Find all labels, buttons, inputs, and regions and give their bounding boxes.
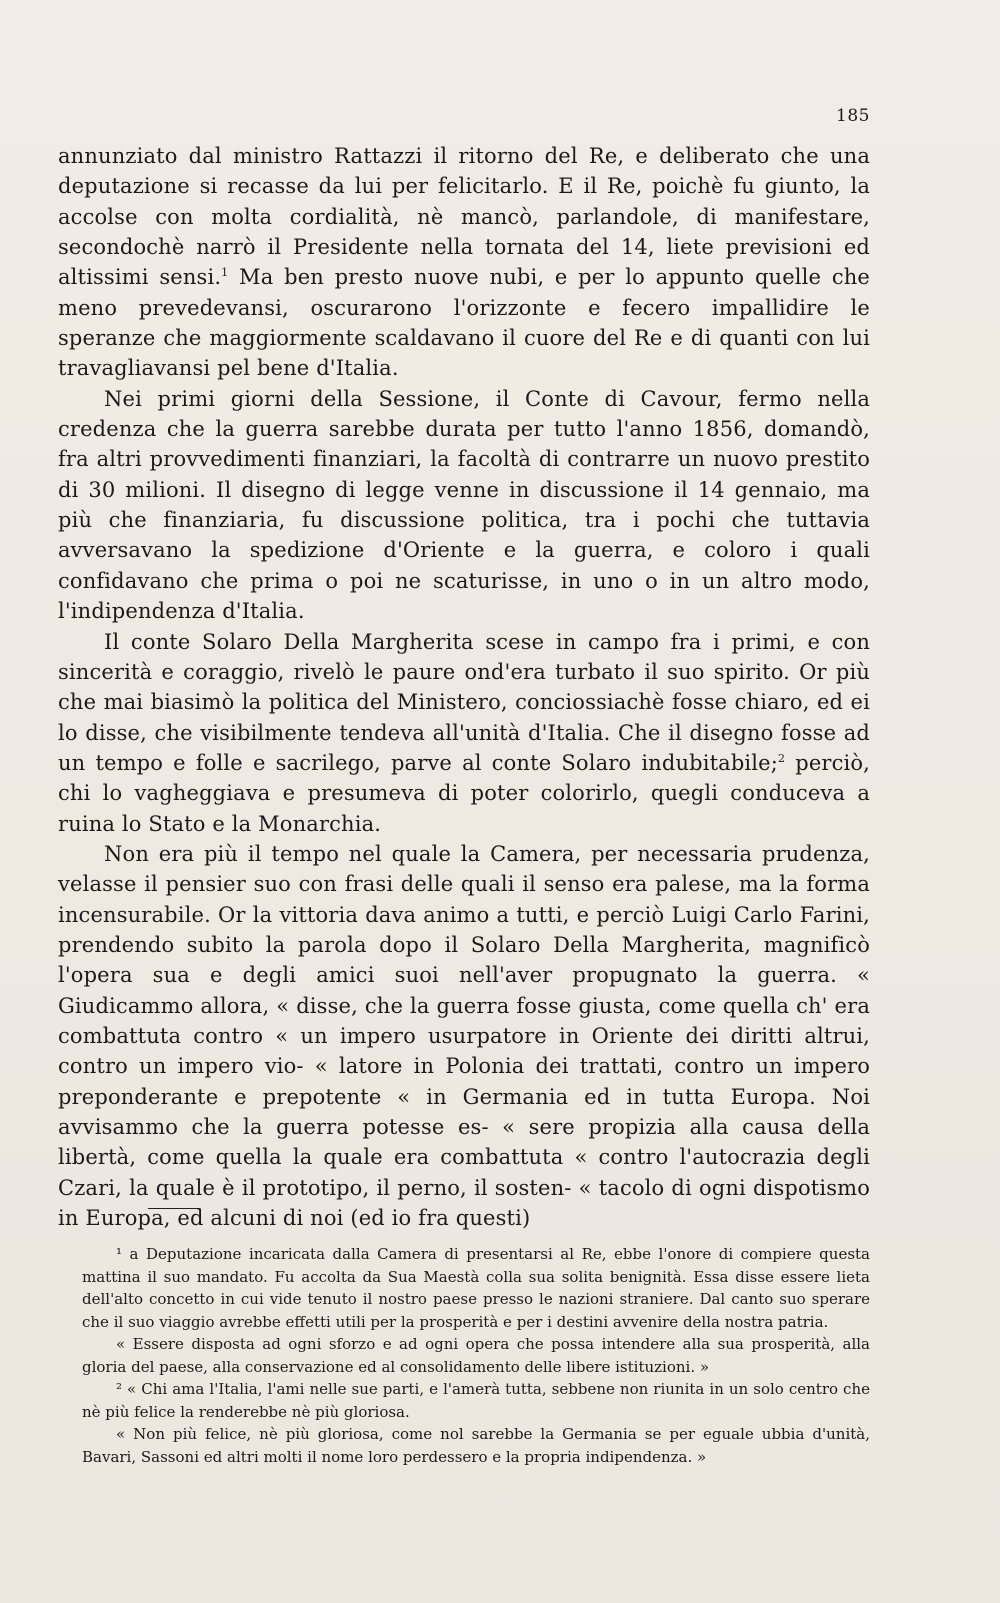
footnote-ref-2: 2 — [777, 751, 786, 765]
footnote-ref-1: 1 — [221, 266, 229, 280]
paragraph-2: Nei primi giorni della Sessione, il Conte di Cavour, fermo nella credenza che la guerra sarebbe durata per tutto l'anno 1856, domandò, fra altri provvedimenti finanziari, la facoltà di contrarre un nuovo prestito di 30 milioni. Il disegno di legge venne in discussione il 14 gennaio, ma più che finanziaria, fu discussione politica, tra i pochi che tuttavia avversavano la spedizione d'Oriente e la guerra, e coloro i quali confidavano che prima o poi ne scaturisse, in uno o in un altro modo, l'indipendenza d'Italia. — [58, 386, 870, 624]
paragraph-4: Non era più il tempo nel quale la Camera, per necessaria prudenza, velasse il pensier suo con frasi delle quali il senso era palese, ma la forma incensurabile. Or la vittoria dava animo a tutti, e perciò Luigi Carlo Farini, prendendo subito la parola dopo il Solaro Della Margherita, magnificò l'opera sua e degli amici suoi nell'aver propugnato la guerra. « Giudicammo allora, « disse, che la guerra fosse giusta, come quella ch' era combattuta contro « un impero usurpatore in Oriente dei diritti altrui, contro un impero vio- « latore in Polonia dei trattati, contro un impero preponderante e prepotente « in Germania ed in tutta Europa. Noi avvisammo che la guerra potesse es- « sere propizia alla causa della libertà, come quella la quale era combattuta « contro l'autocrazia degli Czari, la quale è il prototipo, il perno, il sosten- « tacolo di ogni dispotismo in Europa, ed alcuni di noi (ed io fra questi) — [58, 841, 870, 1231]
paragraph-3 — [58, 627, 870, 839]
main-text — [58, 141, 870, 1233]
paragraph-3-text-after: perciò, chi lo vagheggiava e presumeva di poter colorirlo, quegli conduceva a ruina lo Stato e la Monarchia. — [58, 750, 870, 836]
footnote-separator — [148, 1208, 200, 1209]
paragraph-3-text: Il conte Solaro Della Margherita scese in campo fra i primi, e con sincerità e coraggio, rivelò le paure ond'era turbato il suo spirito. Or più che mai biasimò la politica del Ministero, conciossiachè fosse chiaro, ed ei lo disse, che visibilmente tendeva all'unità d'Italia. Che il disegno fosse ad un tempo e folle e sacrilego, parve al conte Solaro indubitabile; — [58, 629, 870, 775]
paragraph-1-text: annunziato dal ministro Rattazzi il ritorno del Re, e deliberato che una deputazione si recasse da lui per felicitarlo. E il Re, poichè fu giunto, la accolse con molta cordialità, nè mancò, parlandole, di manifestare, secondochè narrò il Presidente nella tornata del 14, liete previsioni ed altissimi sensi. — [58, 144, 870, 290]
footnote-2-continued: « Non più felice, nè più gloriosa, come nol sarebbe la Germania se per eguale ubbia d'unità, Bavari, Sassoni ed altri molti il nome loro perdessero e la propria indipendenza. » — [82, 1425, 870, 1466]
footnote-1: ¹ a Deputazione incaricata dalla Camera di presentarsi al Re, ebbe l'onore di compiere questa mattina il suo mandato. Fu accolta da Sua Maestà colla sua solita benignità. Essa disse essere lieta dell'alto concetto in cui vide tenuto il nostro paese presso le nazioni straniere. Dal canto suo sperare che il suo viaggio avrebbe effetti utili per la prosperità e per i destini avvenire della nostra patria. — [82, 1245, 870, 1331]
footnotes — [82, 1243, 870, 1468]
footnote-2: ² « Chi ama l'Italia, l'ami nelle sue parti, e l'amerà tutta, sebbene non riunita in un solo centro che nè più felice la renderebbe nè più gloriosa. — [82, 1380, 870, 1421]
footnote-1-continued: « Essere disposta ad ogni sforzo e ad ogni opera che possa intendere alla sua prosperità, alla gloria del paese, alla conservazione ed al consolidamento delle libere istituzioni. » — [82, 1335, 870, 1376]
paragraph-1 — [58, 141, 870, 384]
paragraph-1-text-after: Ma ben presto nuove nubi, e per lo appunto quelle che meno prevedevansi, oscurarono l'orizzonte e fecero impallidire le speranze che maggiormente scaldavano il cuore del Re e di quanti con lui travagliavansi pel bene d'Italia. — [58, 265, 870, 381]
page-number: 185 — [836, 106, 870, 126]
